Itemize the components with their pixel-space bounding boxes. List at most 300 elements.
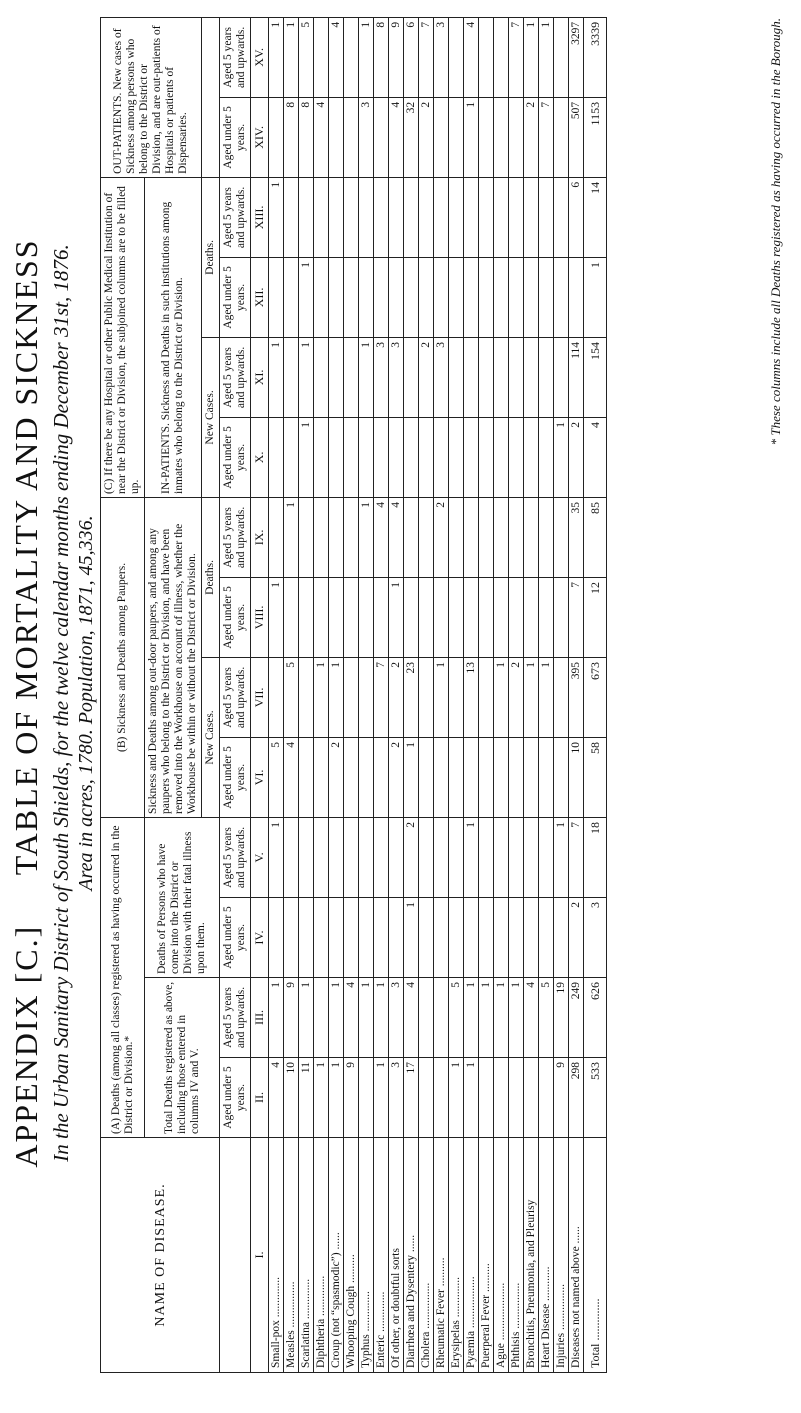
cell-col-11: 1	[269, 337, 284, 417]
cell-col-14	[344, 97, 359, 177]
cell-col-15: 3297	[569, 17, 584, 97]
page-header	[6, 33, 98, 1373]
cell-col-4	[314, 898, 329, 978]
cell-col-2: 1	[464, 1058, 479, 1138]
disease-name: Rheumatic Fever ..........	[434, 1138, 449, 1373]
cell-col-11	[449, 337, 464, 417]
cell-col-8	[479, 577, 494, 657]
cell-col-15: 5	[299, 17, 314, 97]
cell-col-11: 3	[374, 337, 389, 417]
cell-col-13	[404, 177, 419, 257]
cell-col-13	[509, 177, 524, 257]
cell-col-14: 1153	[584, 97, 607, 177]
cell-col-15: 3	[434, 17, 449, 97]
cell-col-12	[449, 257, 464, 337]
cell-col-5	[449, 817, 464, 897]
column-number-9: IX.	[251, 497, 269, 577]
cell-col-12	[284, 257, 299, 337]
disease-name: Typhus ..............	[359, 1138, 374, 1373]
disease-name: Phthisis ................	[509, 1138, 524, 1373]
cell-col-10	[479, 417, 494, 497]
cell-col-8	[509, 577, 524, 657]
column-number-8: VIII.	[251, 577, 269, 657]
cell-col-3: 1	[359, 978, 374, 1058]
cell-col-11	[404, 337, 419, 417]
cell-col-10	[269, 417, 284, 497]
cell-col-10	[464, 417, 479, 497]
cell-col-6: 1	[404, 737, 419, 817]
cell-col-15: 1	[269, 17, 284, 97]
column-number-15: XV.	[251, 17, 269, 97]
cell-col-13	[314, 177, 329, 257]
cell-col-10	[374, 417, 389, 497]
table-body	[269, 17, 607, 1372]
cell-col-8	[524, 577, 539, 657]
age-label-col-1	[220, 1138, 251, 1373]
cell-col-9	[479, 497, 494, 577]
cell-col-11	[329, 337, 344, 417]
age-label-col-13: Aged 5 years and upwards.	[220, 177, 251, 257]
out-patients-header: OUT-PATIENTS. New cases of Sickness among persons who belong to the District or Division, and are out-patients of Hospitals or patients of Dispensaries.	[101, 17, 202, 177]
disease-name: Puerperal Fever ..........	[479, 1138, 494, 1373]
cell-col-5	[284, 817, 299, 897]
cell-col-2	[479, 1058, 494, 1138]
disease-name: Injuries ................	[554, 1138, 569, 1373]
age-label-col-11: Aged 5 years and upwards.	[220, 337, 251, 417]
cell-col-9	[449, 497, 464, 577]
cell-col-8	[494, 577, 509, 657]
in-patients-deaths-header: Deaths.	[202, 177, 220, 337]
cell-col-4	[359, 898, 374, 978]
cell-col-6: 2	[329, 737, 344, 817]
cell-col-7: 23	[404, 657, 419, 737]
cell-col-5	[359, 817, 374, 897]
cell-col-8: 12	[584, 577, 607, 657]
cell-col-8	[329, 577, 344, 657]
cell-col-14	[479, 97, 494, 177]
cell-col-14	[434, 97, 449, 177]
cell-col-4	[374, 898, 389, 978]
cell-col-7: 13	[464, 657, 479, 737]
cell-col-12: 1	[584, 257, 607, 337]
cell-col-7: 5	[284, 657, 299, 737]
cell-col-6: 10	[569, 737, 584, 817]
cell-col-2: 1	[374, 1058, 389, 1138]
cell-col-4	[389, 898, 404, 978]
cell-col-9	[509, 497, 524, 577]
cell-col-5	[314, 817, 329, 897]
in-patients-new-cases-header: New Cases.	[202, 337, 220, 497]
cell-col-8	[299, 577, 314, 657]
cell-col-10	[314, 417, 329, 497]
cell-col-5	[299, 817, 314, 897]
cell-col-2: 9	[344, 1058, 359, 1138]
cell-col-7: 2	[389, 657, 404, 737]
cell-col-4	[419, 898, 434, 978]
cell-col-10	[404, 417, 419, 497]
cell-col-5	[344, 817, 359, 897]
disease-name: Of other, or doubtful sorts	[389, 1138, 404, 1373]
cell-col-5	[419, 817, 434, 897]
cell-col-14	[554, 97, 569, 177]
cell-col-8	[554, 577, 569, 657]
cell-col-10	[434, 417, 449, 497]
cell-col-7: 673	[584, 657, 607, 737]
cell-col-2	[419, 1058, 434, 1138]
out-patients-spacer	[202, 17, 220, 177]
age-label-col-3: Aged 5 years and upwards.	[220, 978, 251, 1058]
disease-row	[404, 17, 419, 1372]
cell-col-3: 1	[299, 978, 314, 1058]
cell-col-6	[554, 737, 569, 817]
cell-col-7	[554, 657, 569, 737]
age-label-col-8: Aged under 5 years.	[220, 577, 251, 657]
cell-col-10	[344, 417, 359, 497]
cell-col-12	[269, 257, 284, 337]
cell-col-3: 1	[374, 978, 389, 1058]
cell-col-7	[269, 657, 284, 737]
cell-col-3: 1	[494, 978, 509, 1058]
disease-row	[569, 17, 584, 1372]
cell-col-11	[464, 337, 479, 417]
cell-col-3: 1	[464, 978, 479, 1058]
cell-col-5	[374, 817, 389, 897]
cell-col-6	[509, 737, 524, 817]
cell-col-5	[389, 817, 404, 897]
cell-col-8: 7	[569, 577, 584, 657]
cell-col-9: 4	[374, 497, 389, 577]
cell-col-11: 1	[299, 337, 314, 417]
cell-col-4	[449, 898, 464, 978]
cell-col-6	[479, 737, 494, 817]
cell-col-9: 1	[359, 497, 374, 577]
disease-name: Diphtheria ..............	[314, 1138, 329, 1373]
cell-col-15: 6	[404, 17, 419, 97]
footnote: * These columns include all Deaths registered as having occurred in the Borough.	[768, 18, 783, 446]
cell-col-11	[539, 337, 554, 417]
cell-col-3: 1	[509, 978, 524, 1058]
cell-col-6	[449, 737, 464, 817]
cell-col-13	[539, 177, 554, 257]
cell-col-6	[434, 737, 449, 817]
cell-col-11: 154	[584, 337, 607, 417]
cell-col-10	[524, 417, 539, 497]
mortality-table	[100, 17, 607, 1373]
disease-row	[449, 17, 464, 1372]
cell-col-14	[374, 97, 389, 177]
cell-col-15: 9	[389, 17, 404, 97]
cell-col-15: 7	[509, 17, 524, 97]
column-number-5: V.	[251, 817, 269, 897]
disease-row	[269, 17, 284, 1372]
cell-col-14: 4	[389, 97, 404, 177]
cell-col-11: 1	[359, 337, 374, 417]
cell-col-4	[524, 898, 539, 978]
cell-col-10	[539, 417, 554, 497]
cell-col-2: 3	[389, 1058, 404, 1138]
cell-col-10	[419, 417, 434, 497]
disease-name: Small-pox ..............	[269, 1138, 284, 1373]
cell-col-2: 1	[449, 1058, 464, 1138]
cell-col-7: 1	[329, 657, 344, 737]
cell-col-9: 85	[584, 497, 607, 577]
cell-col-14: 7	[539, 97, 554, 177]
cell-col-7	[449, 657, 464, 737]
cell-col-3	[434, 978, 449, 1058]
cell-col-2: 298	[569, 1058, 584, 1138]
cell-col-9	[419, 497, 434, 577]
cell-col-14: 1	[464, 97, 479, 177]
column-number-13: XIII.	[251, 177, 269, 257]
cell-col-7	[344, 657, 359, 737]
cell-col-4	[284, 898, 299, 978]
appendix-label: APPENDIX [C.]	[8, 924, 44, 1168]
cell-col-2: 9	[554, 1058, 569, 1138]
cell-col-12	[509, 257, 524, 337]
persons-coming-in-header: Deaths of Persons who have come into the District or Division with their fatal illness upon them.	[145, 817, 220, 977]
age-label-col-6: Aged under 5 years.	[220, 737, 251, 817]
age-label-col-9: Aged 5 years and upwards.	[220, 497, 251, 577]
cell-col-14: 32	[404, 97, 419, 177]
cell-col-12	[539, 257, 554, 337]
cell-col-6	[464, 737, 479, 817]
disease-row	[539, 17, 554, 1372]
cell-col-5	[524, 817, 539, 897]
cell-col-10	[389, 417, 404, 497]
group-c-header: (C) If there be any Hospital or other Public Medical Institution of near the District or Division, the subjoined columns are to be filled up.	[101, 177, 145, 497]
cell-col-4	[434, 898, 449, 978]
cell-col-5: 18	[584, 817, 607, 897]
cell-col-4: 3	[584, 898, 607, 978]
cell-col-4	[344, 898, 359, 978]
cell-col-3: 626	[584, 978, 607, 1058]
cell-col-2: 533	[584, 1058, 607, 1138]
cell-col-12	[314, 257, 329, 337]
cell-col-6: 5	[269, 737, 284, 817]
cell-col-6	[524, 737, 539, 817]
cell-col-10: 4	[584, 417, 607, 497]
cell-col-7	[359, 657, 374, 737]
in-patients-header: IN-PATIENTS. Sickness and Deaths in such institutions among inmates who belong to the District or Division.	[145, 177, 202, 497]
cell-col-5	[539, 817, 554, 897]
group-a-header: (A) Deaths (among all classes) registered as having occurred in the District or Division.*	[101, 817, 145, 1137]
cell-col-8: 1	[389, 577, 404, 657]
cell-col-11	[494, 337, 509, 417]
cell-col-15: 1	[539, 17, 554, 97]
cell-col-3: 9	[284, 978, 299, 1058]
cell-col-13: 1	[269, 177, 284, 257]
disease-row	[419, 17, 434, 1372]
column-number-2: II.	[251, 1058, 269, 1138]
cell-col-15: 4	[464, 17, 479, 97]
cell-col-15: 8	[374, 17, 389, 97]
disease-row	[284, 17, 299, 1372]
cell-col-2	[434, 1058, 449, 1138]
cell-col-12	[329, 257, 344, 337]
cell-col-11	[524, 337, 539, 417]
cell-col-13: 14	[584, 177, 607, 257]
cell-col-2: 17	[404, 1058, 419, 1138]
roman-header-row	[251, 17, 269, 1372]
cell-col-7	[479, 657, 494, 737]
disease-row	[509, 17, 524, 1372]
cell-col-15: 3339	[584, 17, 607, 97]
age-label-col-15: Aged 5 years and upwards.	[220, 17, 251, 97]
disease-row	[464, 17, 479, 1372]
cell-col-10	[509, 417, 524, 497]
cell-col-14	[494, 97, 509, 177]
cell-col-6	[539, 737, 554, 817]
cell-col-13	[389, 177, 404, 257]
cell-col-13	[524, 177, 539, 257]
cell-col-2	[359, 1058, 374, 1138]
mortality-table-wrap	[100, 18, 607, 1373]
disease-name: Whooping Cough ..........	[344, 1138, 359, 1373]
total-row	[584, 17, 607, 1372]
cell-col-3: 3	[389, 978, 404, 1058]
cell-col-14	[269, 97, 284, 177]
disease-row	[434, 17, 449, 1372]
cell-col-9	[404, 497, 419, 577]
disease-name: Diarrhœa and Dysentery ......	[404, 1138, 419, 1373]
cell-col-8	[449, 577, 464, 657]
cell-col-2: 4	[269, 1058, 284, 1138]
cell-col-14	[509, 97, 524, 177]
cell-col-14: 3	[359, 97, 374, 177]
column-number-1: I.	[251, 1138, 269, 1373]
cell-col-5: 1	[554, 817, 569, 897]
cell-col-15	[554, 17, 569, 97]
cell-col-4	[299, 898, 314, 978]
cell-col-5	[479, 817, 494, 897]
cell-col-13	[464, 177, 479, 257]
area-population: Area in acres, 1780. Population, 1871, 45,336.	[75, 515, 97, 891]
cell-col-8	[284, 577, 299, 657]
cell-col-8: 1	[269, 577, 284, 657]
cell-col-14: 8	[299, 97, 314, 177]
cell-col-8	[374, 577, 389, 657]
cell-col-5: 7	[569, 817, 584, 897]
cell-col-14: 8	[284, 97, 299, 177]
cell-col-8	[539, 577, 554, 657]
cell-col-12	[494, 257, 509, 337]
cell-col-13	[434, 177, 449, 257]
cell-col-11	[509, 337, 524, 417]
cell-col-9	[269, 497, 284, 577]
cell-col-2: 1	[314, 1058, 329, 1138]
cell-col-7: 2	[509, 657, 524, 737]
cell-col-5: 1	[269, 817, 284, 897]
cell-col-2: 11	[299, 1058, 314, 1138]
column-number-14: XIV.	[251, 97, 269, 177]
cell-col-12	[404, 257, 419, 337]
age-label-col-5: Aged 5 years and upwards.	[220, 817, 251, 897]
cell-col-11	[344, 337, 359, 417]
cell-col-7: 395	[569, 657, 584, 737]
cell-col-3	[419, 978, 434, 1058]
cell-col-3: 249	[569, 978, 584, 1058]
cell-col-2	[509, 1058, 524, 1138]
total-deaths-header: Total Deaths registered as above, including those entered in columns IV and V.	[145, 978, 220, 1138]
paupers-desc-header: Sickness and Deaths among out-door paupers, and among any paupers who belong to the District or Division, and have been removed into the Workhouse on account of illness, whether the Workhouse be within or without the District or Division.	[145, 497, 202, 817]
cell-col-13	[554, 177, 569, 257]
cell-col-10	[359, 417, 374, 497]
cell-col-7	[419, 657, 434, 737]
cell-col-8	[359, 577, 374, 657]
cell-col-7: 1	[314, 657, 329, 737]
total-label: Total ..............	[584, 1138, 607, 1373]
disease-row	[554, 17, 569, 1372]
disease-name: Erysipelas ..............	[449, 1138, 464, 1373]
cell-col-11	[284, 337, 299, 417]
cell-col-9: 1	[284, 497, 299, 577]
disease-row	[314, 17, 329, 1372]
name-of-disease-header: NAME OF DISEASE.	[101, 1138, 220, 1373]
cell-col-3	[314, 978, 329, 1058]
cell-col-6: 58	[584, 737, 607, 817]
cell-col-9	[299, 497, 314, 577]
cell-col-10	[329, 417, 344, 497]
age-label-col-7: Aged 5 years and upwards.	[220, 657, 251, 737]
cell-col-15	[479, 17, 494, 97]
column-number-12: XII.	[251, 257, 269, 337]
cell-col-11: 3	[434, 337, 449, 417]
cell-col-12	[389, 257, 404, 337]
cell-col-7: 1	[524, 657, 539, 737]
age-label-col-12: Aged under 5 years.	[220, 257, 251, 337]
cell-col-15: 4	[329, 17, 344, 97]
cell-col-9: 2	[434, 497, 449, 577]
disease-name: Measles ................	[284, 1138, 299, 1373]
cell-col-4	[494, 898, 509, 978]
cell-col-9: 35	[569, 497, 584, 577]
table-subtitle: In the Urban Sanitary District of South Shields, for the twelve calendar months ending December 31st, 1876.	[49, 244, 73, 1162]
cell-col-5	[329, 817, 344, 897]
cell-col-4	[329, 898, 344, 978]
disease-row	[299, 17, 314, 1372]
cell-col-9	[329, 497, 344, 577]
cell-col-12	[464, 257, 479, 337]
cell-col-8	[464, 577, 479, 657]
cell-col-2: 1	[329, 1058, 344, 1138]
cell-col-7: 1	[434, 657, 449, 737]
cell-col-15	[314, 17, 329, 97]
cell-col-15	[494, 17, 509, 97]
cell-col-12	[569, 257, 584, 337]
column-number-3: III.	[251, 978, 269, 1058]
column-number-11: XI.	[251, 337, 269, 417]
age-label-col-4: Aged under 5 years.	[220, 898, 251, 978]
age-label-col-14: Aged under 5 years.	[220, 97, 251, 177]
cell-col-8	[419, 577, 434, 657]
cell-col-10	[284, 417, 299, 497]
cell-col-10	[494, 417, 509, 497]
disease-name: Enteric ..............	[374, 1138, 389, 1373]
cell-col-6	[344, 737, 359, 817]
cell-col-13	[494, 177, 509, 257]
cell-col-7	[299, 657, 314, 737]
table-title: TABLE OF MORTALITY AND SICKNESS	[8, 238, 44, 876]
cell-col-11	[554, 337, 569, 417]
disease-name: Bronchitis, Pneumonia, and Pleurisy	[524, 1138, 539, 1373]
cell-col-3: 4	[344, 978, 359, 1058]
cell-col-14: 4	[314, 97, 329, 177]
cell-col-6	[494, 737, 509, 817]
cell-col-11: 114	[569, 337, 584, 417]
cell-col-4	[464, 898, 479, 978]
age-label-col-10: Aged under 5 years.	[220, 417, 251, 497]
disease-row	[494, 17, 509, 1372]
